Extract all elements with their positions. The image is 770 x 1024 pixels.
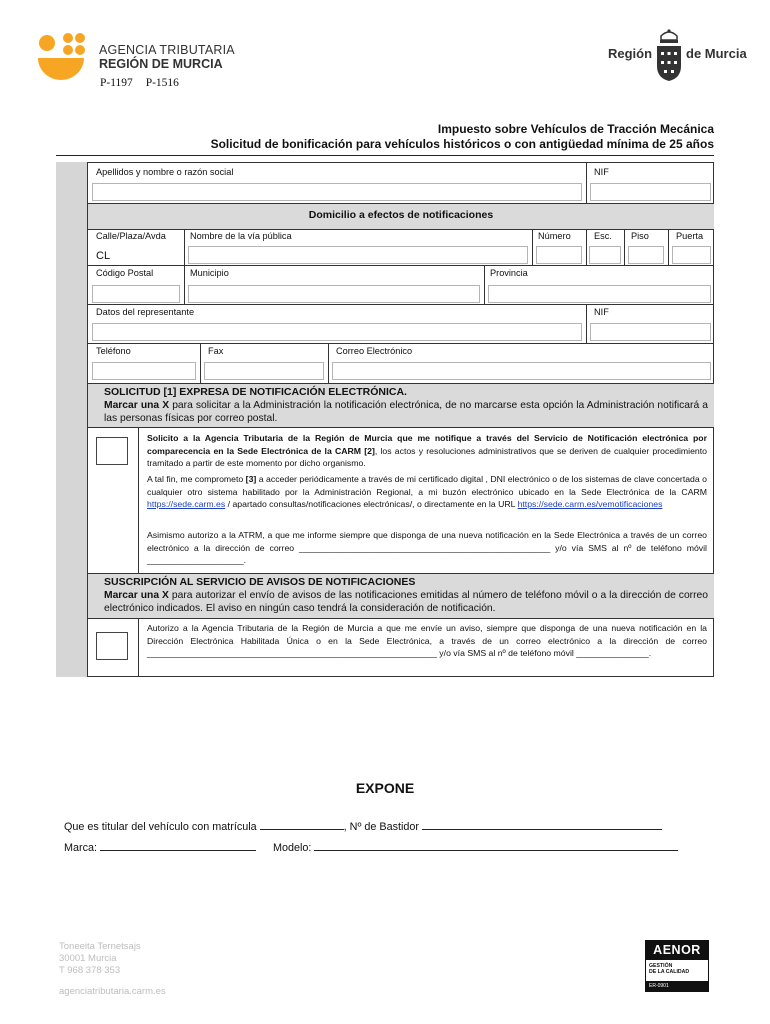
telefono-field[interactable]	[92, 362, 196, 380]
sede-link[interactable]: https://sede.carm.es	[147, 499, 226, 510]
nif-field[interactable]	[590, 183, 711, 201]
divider	[88, 304, 714, 305]
footer-phone: T 968 378 353	[59, 965, 121, 976]
fax-field[interactable]	[204, 362, 324, 380]
puerta-field[interactable]	[672, 246, 711, 264]
expone-line-2	[64, 840, 678, 854]
notificaciones-link[interactable]: https://sede.carm.es/vemotificaciones	[517, 499, 663, 510]
solicitud-instructions	[104, 399, 708, 425]
divider	[184, 229, 185, 265]
nif-label: NIF	[594, 167, 609, 177]
procedure-codes	[100, 77, 189, 89]
cp-label: Código Postal	[96, 268, 154, 278]
aenor-line-2: DE LA CALIDAD	[649, 969, 690, 975]
suscripcion-instruction-text: para autorizar el envío de avisos de las notificaciones emitidas al número de teléfono móvil o a la dirección de correo electrónico indicados. El aviso en ningún caso tendrá la consideración de notificación.	[104, 590, 708, 614]
municipio-field[interactable]	[188, 285, 480, 303]
esc-field[interactable]	[589, 246, 621, 264]
divider	[668, 229, 669, 265]
esc-label: Esc.	[594, 231, 612, 241]
expone-title: EXPONE	[355, 780, 415, 796]
divider	[88, 265, 714, 266]
calle-label: Calle/Plaza/Avda	[96, 231, 166, 241]
form-side-column	[56, 162, 88, 677]
piso-field[interactable]	[628, 246, 664, 264]
solicitud-paragraph-1	[147, 432, 707, 470]
representante-field[interactable]	[92, 323, 582, 341]
procedure-code: P-1197	[100, 77, 133, 89]
marca-label: Marca:	[64, 842, 97, 854]
aenor-brand: AENOR	[646, 941, 708, 960]
commitment-text: A tal fin, me comprometo	[147, 474, 246, 484]
suscripcion-title: SUSCRIPCIÓN AL SERVICIO DE AVISOS DE NOTIFICACIONES	[104, 576, 416, 588]
divider	[532, 229, 533, 265]
provincia-label: Provincia	[490, 268, 528, 278]
title-divider	[56, 155, 714, 156]
correo-field[interactable]	[332, 362, 711, 380]
suscripcion-instructions	[104, 589, 708, 615]
expone-line-1	[64, 819, 662, 833]
divider	[88, 427, 714, 428]
region-murcia-crest-icon	[654, 28, 684, 82]
solicitud-title: SOLICITUD [1] EXPRESA DE NOTIFICACIÓN ELECTRÓNICA.	[104, 386, 407, 398]
agency-name-line2: REGIÓN DE MURCIA	[99, 57, 223, 71]
nombre-via-label: Nombre de la vía pública	[190, 231, 292, 241]
solicitud-paragraph-2	[147, 473, 707, 511]
agencia-tributaria-logo	[36, 32, 86, 82]
modelo-label: Modelo:	[273, 842, 312, 854]
divider	[624, 229, 625, 265]
divider	[88, 343, 714, 344]
procedure-code: P-1516	[145, 77, 179, 89]
fax-label: Fax	[208, 346, 224, 356]
piso-label: Piso	[631, 231, 649, 241]
matricula-field[interactable]	[260, 819, 344, 830]
form-title-line1: Impuesto sobre Vehículos de Tracción Mecánica	[437, 122, 714, 136]
region-name-left: Región	[608, 46, 653, 61]
provincia-field[interactable]	[488, 285, 711, 303]
telefono-label: Teléfono	[96, 346, 131, 356]
divider	[138, 427, 139, 573]
agency-name-line1: AGENCIA TRIBUTARIA	[99, 43, 235, 57]
commitment-text: a acceder periódicamente a través de mi certificado digital , DNI electrónico o de los sistemas de clave concertada o cualquier otro sistema habilitado por la Administración Regional, a mi buzón electrónico ubicado en la Sede Electrónica de la CARM	[147, 474, 708, 497]
aenor-registration: ER-0901	[646, 981, 708, 991]
bastidor-field[interactable]	[422, 819, 662, 830]
aenor-line-1: GESTIÓN	[649, 963, 673, 969]
puerta-label: Puerta	[676, 231, 704, 241]
avisos-checkbox[interactable]	[96, 632, 128, 660]
solicitud-request-text: Solicito a la Agencia Tributaria de la Región de Murcia que me notifique a través del Servicio de Notificación electrónica por comparecencia en la Sede Electrónica de la CARM [2]	[147, 433, 707, 456]
solicitud-instruction-text: para solicitar a la Administración la notificación electrónica, de no marcarse esta opción la Administración notificará a las personas físicas por correo postal.	[104, 400, 708, 424]
numero-field[interactable]	[536, 246, 582, 264]
divider	[586, 304, 587, 343]
apellidos-field[interactable]	[92, 183, 582, 201]
notificacion-electronica-checkbox[interactable]	[96, 437, 128, 465]
divider	[200, 343, 201, 383]
suscripcion-paragraph: Autorizo a la Agencia Tributaria de la Región de Murcia a que me envíe un aviso, siempre que disponga de una nueva notificación en la Dirección Electrónica Habilitada Única o en la Sede Electrónica, a través de un correo electrónico a la dirección de correo ____________________________________________________________ y/o vía SMS al nº de teléfono móvil _______________.	[147, 623, 707, 659]
footer-address-1: Toneeita Ternetsajs	[59, 941, 141, 952]
apellidos-label: Apellidos y nombre o razón social	[96, 167, 234, 177]
solicitud-request-continuation: , los actos y resoluciones administrativos que se deriven de cualquier procedimiento tramitado a partir de este momento por dicho organismo.	[147, 445, 707, 469]
footer-address-2: 30001 Murcia	[59, 953, 117, 964]
matricula-label: Que es titular del vehículo con matrícula	[64, 821, 257, 833]
modelo-field[interactable]	[314, 840, 678, 851]
divider	[184, 265, 185, 304]
divider	[586, 229, 587, 265]
aenor-certification-badge	[645, 940, 709, 992]
divider	[88, 618, 714, 619]
footnote-ref: [3]	[245, 474, 257, 484]
divider	[328, 343, 329, 383]
divider	[586, 162, 587, 204]
commitment-text: / apartado consultas/notificaciones electrónicas/, o directamente en la URL	[225, 499, 518, 510]
form-title-line2: Solicitud de bonificación para vehículos históricos o con antigüedad mínima de 25 años	[210, 137, 714, 151]
marca-field[interactable]	[100, 840, 256, 851]
nif-representante-field[interactable]	[590, 323, 711, 341]
correo-label: Correo Electrónico	[336, 346, 413, 356]
bastidor-label: , Nº de Bastidor	[343, 821, 420, 833]
municipio-label: Municipio	[190, 268, 229, 278]
divider	[138, 618, 139, 677]
divider	[484, 265, 485, 304]
cp-field[interactable]	[92, 285, 180, 303]
region-name-right: de Murcia	[686, 46, 747, 61]
footer-website: agenciatributaria.carm.es	[59, 986, 166, 997]
mark-x-instruction: Marcar una X	[104, 590, 169, 601]
numero-label: Número	[538, 231, 571, 241]
calle-value: CL	[96, 250, 111, 262]
mark-x-instruction: Marcar una X	[104, 400, 170, 411]
nif-representante-label: NIF	[594, 307, 609, 317]
representante-label: Datos del representante	[96, 307, 195, 317]
nombre-via-field[interactable]	[188, 246, 528, 264]
domicilio-title: Domicilio a efectos de notificaciones	[308, 209, 494, 221]
divider	[88, 229, 714, 230]
solicitud-paragraph-3: Asimismo autorizo a la ATRM, a que me informe siempre que disponga de una nueva notificación en la Sede Electrónica a través de un correo electrónico a la dirección de correo ____________________________________________________ y/o vía SMS al nº de teléfono móvil ____________________.	[147, 530, 707, 566]
